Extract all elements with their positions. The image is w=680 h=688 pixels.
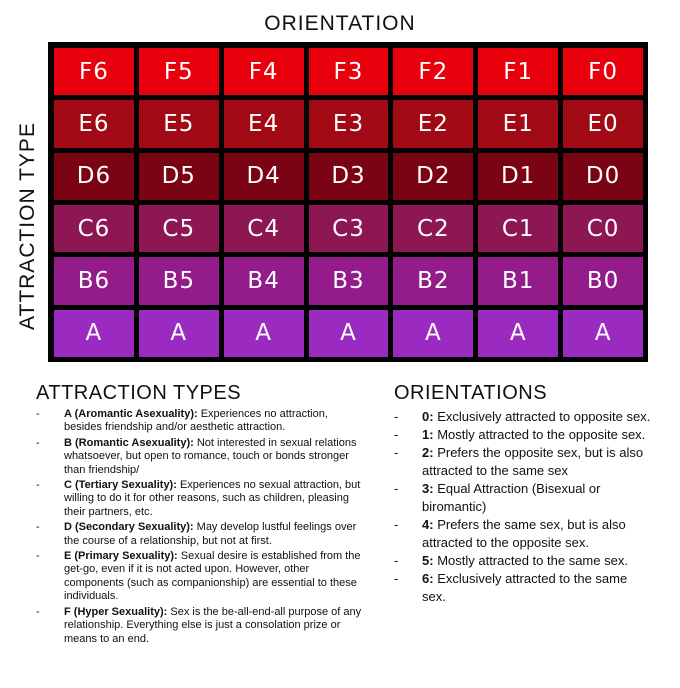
orientation-item-description: Exclusively attracted to opposite sex. xyxy=(437,409,651,424)
attraction-type-item xyxy=(36,479,366,519)
grid-cell: F1 xyxy=(478,48,558,95)
grid-cell: F0 xyxy=(563,48,643,95)
grid-cell: D5 xyxy=(139,153,219,200)
grid-cell: A xyxy=(563,310,643,357)
attraction-type-item-description: Sex is the be-all-end-all purpose of any relationship. Everything else is just a consolation prize or means to an end. xyxy=(64,605,362,645)
bullet-dash: - xyxy=(394,427,399,442)
orientation-item-description: Prefers the same sex, but is also attracted to the opposite sex. xyxy=(422,517,626,550)
grid-cell: A xyxy=(309,310,389,357)
grid-cell: E3 xyxy=(309,100,389,147)
grid-cell: A xyxy=(478,310,558,357)
attraction-type-item xyxy=(36,550,366,604)
orientation-item-term: 0: xyxy=(422,409,434,424)
attraction-type-item-description: Not interested in sexual relations whatsoever, but open to romance, touch or bonds stronger than friendship/ xyxy=(64,436,357,476)
bullet-dash: - xyxy=(394,409,399,424)
bullet-dash: - xyxy=(394,445,399,460)
grid-cell: B6 xyxy=(54,257,134,304)
grid-cell: A xyxy=(54,310,134,357)
grid-cell: B0 xyxy=(563,257,643,304)
attraction-type-item xyxy=(36,606,366,646)
orientations-list xyxy=(394,408,654,606)
orientation-item xyxy=(394,516,654,552)
orientation-item xyxy=(394,480,654,516)
orientation-item xyxy=(394,444,654,480)
grid-cell: E4 xyxy=(224,100,304,147)
grid-cell: C6 xyxy=(54,205,134,252)
orientation-attraction-grid xyxy=(48,42,648,362)
orientation-item xyxy=(394,570,654,606)
bullet-dash: - xyxy=(394,553,399,568)
orientation-item-description: Exclusively attracted to the same sex. xyxy=(422,571,628,604)
orientation-item-description: Mostly attracted to the opposite sex. xyxy=(437,427,646,442)
orientation-axis-title: ORIENTATION xyxy=(264,12,416,35)
orientation-item-description: Mostly attracted to the same sex. xyxy=(437,553,628,568)
grid-cell: D6 xyxy=(54,153,134,200)
grid-cell: C5 xyxy=(139,205,219,252)
grid-cell: D4 xyxy=(224,153,304,200)
bullet-dash: - xyxy=(394,571,399,586)
grid-cell: F6 xyxy=(54,48,134,95)
grid-cell: B5 xyxy=(139,257,219,304)
grid-cell: E1 xyxy=(478,100,558,147)
attraction-types-legend xyxy=(36,382,366,648)
attraction-type-axis-title: ATTRACTION TYPE xyxy=(16,122,39,330)
attraction-type-item-description: Experiences no attraction, besides friendship and/or aesthetic attraction. xyxy=(64,408,328,434)
attraction-types-list xyxy=(36,408,366,646)
grid-cell: F5 xyxy=(139,48,219,95)
orientations-title: ORIENTATIONS xyxy=(394,382,548,404)
grid-cell: E6 xyxy=(54,100,134,147)
attraction-type-item-term: C (Tertiary Sexuality): xyxy=(64,479,177,492)
grid-cell: C4 xyxy=(224,205,304,252)
grid-cell: C3 xyxy=(309,205,389,252)
attraction-type-item xyxy=(36,521,366,548)
grid-cell: F4 xyxy=(224,48,304,95)
grid-cell: D0 xyxy=(563,153,643,200)
attraction-type-item-term: E (Primary Sexuality): xyxy=(64,550,178,563)
orientation-item-description: Equal Attraction (Bisexual or biromantic) xyxy=(422,481,601,514)
attraction-type-item-term: D (Secondary Sexuality): xyxy=(64,521,194,534)
grid-cell: C2 xyxy=(393,205,473,252)
bullet-dash: - xyxy=(36,521,40,534)
orientation-item xyxy=(394,408,654,426)
bullet-dash: - xyxy=(394,481,399,496)
orientation-item-term: 5: xyxy=(422,553,434,568)
attraction-type-item xyxy=(36,437,366,477)
grid-cell: C1 xyxy=(478,205,558,252)
grid-cell: E5 xyxy=(139,100,219,147)
grid-cell: F2 xyxy=(393,48,473,95)
grid-cell: B2 xyxy=(393,257,473,304)
grid-cell: B3 xyxy=(309,257,389,304)
bullet-dash: - xyxy=(36,605,40,618)
grid-cell: D1 xyxy=(478,153,558,200)
attraction-types-title: ATTRACTION TYPES xyxy=(36,382,242,404)
grid-cell: E2 xyxy=(393,100,473,147)
attraction-type-item-description: Experiences no sexual attraction, but willing to do it for other reasons, such as children, pleasing their partners, etc. xyxy=(64,479,361,518)
orientation-item-term: 1: xyxy=(422,427,434,442)
bullet-dash: - xyxy=(36,436,40,449)
grid-cell: A xyxy=(139,310,219,357)
orientation-item xyxy=(394,552,654,570)
bullet-dash: - xyxy=(36,550,40,563)
bullet-dash: - xyxy=(394,517,399,532)
attraction-type-item xyxy=(36,408,366,435)
attraction-type-item-description: Sexual desire is established from the get-go, even if it is not acted upon. However, other components (such as companionship) are essential to these individuals. xyxy=(64,550,361,603)
attraction-type-item-term: F (Hyper Sexuality): xyxy=(64,605,168,618)
orientation-item xyxy=(394,426,654,444)
bullet-dash: - xyxy=(36,479,40,492)
orientation-item-term: 3: xyxy=(422,481,434,496)
attraction-type-item-description: May develop lustful feelings over the course of a relationship, but not at first. xyxy=(64,521,357,547)
grid-cell: D3 xyxy=(309,153,389,200)
orientations-legend xyxy=(394,382,654,606)
grid-cell: B1 xyxy=(478,257,558,304)
orientation-item-term: 4: xyxy=(422,517,434,532)
attraction-type-item-term: A (Aromantic Asexuality): xyxy=(64,408,198,420)
grid-cell: F3 xyxy=(309,48,389,95)
grid-cell: D2 xyxy=(393,153,473,200)
orientation-item-term: 6: xyxy=(422,571,434,586)
grid-cell: A xyxy=(393,310,473,357)
orientation-item-term: 2: xyxy=(422,445,434,460)
bullet-dash: - xyxy=(36,408,40,420)
orientation-item-description: Prefers the opposite sex, but is also attracted to the same sex xyxy=(422,445,644,478)
attraction-type-item-term: B (Romantic Asexuality): xyxy=(64,436,194,449)
grid-cell: C0 xyxy=(563,205,643,252)
grid-cell: A xyxy=(224,310,304,357)
grid-cell: B4 xyxy=(224,257,304,304)
grid-cell: E0 xyxy=(563,100,643,147)
